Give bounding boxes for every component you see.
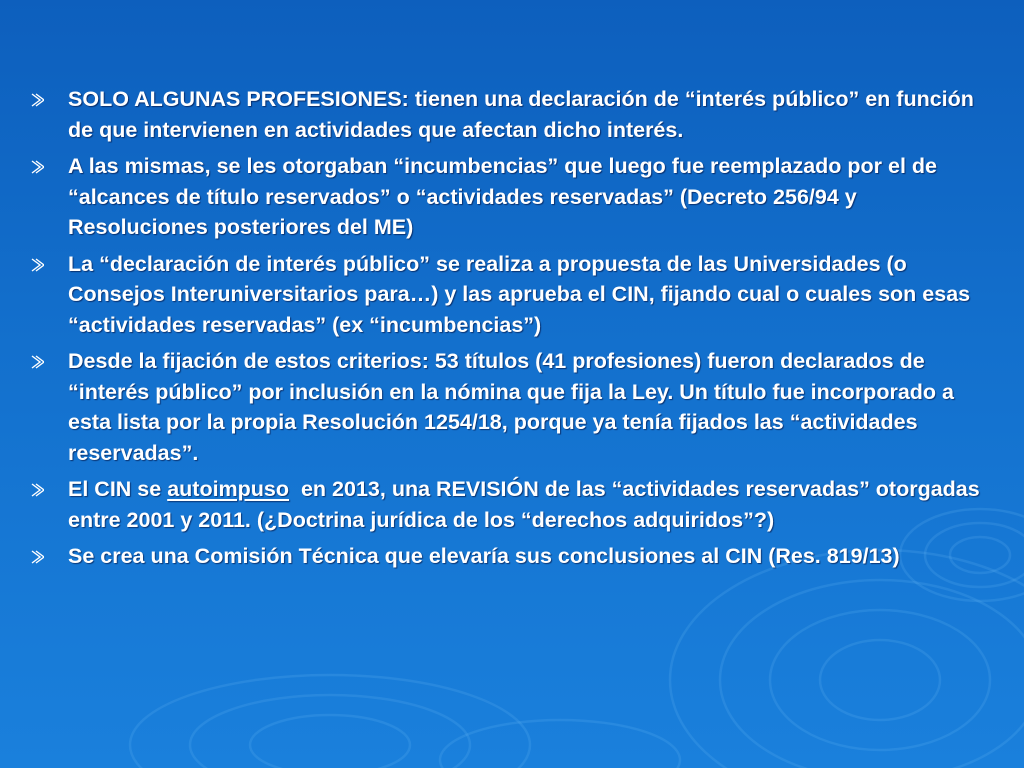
bullet-list [30, 84, 1000, 579]
bullet-text-start: El CIN se [68, 477, 168, 501]
bullet-text: SOLO ALGUNAS PROFESIONES: tienen una declaración de “interés público” en función de que intervienen en actividades que afectan dicho interés. [68, 87, 974, 142]
bullet-text: A las mismas, se les otorgaban “incumbencias” que luego fue reemplazado por el de “alcances de título reservados” o “actividades reservadas” (Decreto 256/94 y Resoluciones posteriores del ME) [68, 154, 938, 239]
underlined-word: autoimpuso [167, 477, 290, 501]
bullet-item [30, 541, 1000, 573]
bullet-text: Se crea una Comisión Técnica que elevaría sus conclusiones al CIN (Res. 819/13) [68, 544, 900, 568]
bullet-text [68, 474, 1000, 535]
arrow-chevron-icon [30, 541, 68, 573]
bullet-item [30, 346, 1000, 468]
arrow-chevron-icon [30, 84, 68, 116]
bullet-item [30, 84, 1000, 145]
bullet-item [30, 249, 1000, 341]
bullet-item [30, 151, 1000, 243]
arrow-chevron-icon [30, 346, 68, 378]
arrow-chevron-icon [30, 249, 68, 281]
bullet-text: Desde la fijación de estos criterios: 53 títulos (41 profesiones) fueron declarados de “interés público” por inclusión en la nómina que fija la Ley. Un título fue incorporado a esta lista por la propia Resolución 1254/18, porque ya tenía fijados las “actividades reservadas”. [68, 349, 954, 465]
arrow-chevron-icon [30, 474, 68, 506]
bullet-item [30, 474, 1000, 535]
bullet-text: La “declaración de interés público” se realiza a propuesta de las Universidades (o Consejos Interuniversitarios para…) y las aprueba el CIN, fijando cual o cuales son esas “actividades reservadas” (ex “incumbencias”) [68, 251, 971, 337]
bullet-text-end: en 2013, una REVISIÓN de las “actividades reservadas” otorgadas entre 2001 y 2011. (¿Doctrina jurídica de los “derechos adquiridos”?) [68, 477, 986, 532]
arrow-chevron-icon [30, 151, 68, 183]
